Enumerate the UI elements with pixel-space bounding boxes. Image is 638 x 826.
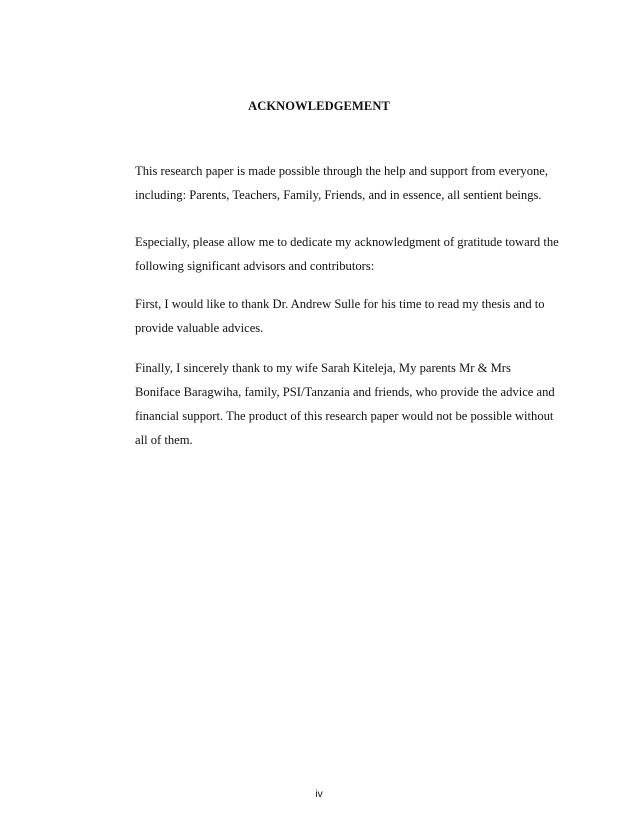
paragraph-line: including: Parents, Teachers, Family, Friends, and in essence, all sentient beings. — [135, 188, 542, 202]
page-title: ACKNOWLEDGEMENT — [248, 99, 390, 113]
paragraph-2 — [135, 230, 565, 278]
page-number: iv — [315, 788, 323, 800]
paragraph-line: Especially, please allow me to dedicate my acknowledgment of gratitude toward the — [135, 235, 559, 249]
paragraph-line: This research paper is made possible through the help and support from everyone, — [135, 164, 549, 178]
paragraph-4 — [135, 356, 565, 452]
paragraph-line: provide valuable advices. — [135, 321, 264, 335]
paragraph-line: following significant advisors and contributors: — [135, 259, 375, 273]
paragraph-1 — [135, 159, 565, 207]
paragraph-line: Boniface Baragwiha, family, PSI/Tanzania and friends, who provide the advice and — [135, 385, 555, 399]
paragraph-line: all of them. — [135, 433, 193, 447]
paragraph-line: First, I would like to thank Dr. Andrew Sulle for his time to read my thesis and to — [135, 297, 545, 311]
paragraph-3 — [135, 292, 565, 340]
paragraph-line: Finally, I sincerely thank to my wife Sarah Kiteleja, My parents Mr & Mrs — [135, 361, 511, 375]
paragraph-line: financial support. The product of this research paper would not be possible without — [135, 409, 554, 423]
